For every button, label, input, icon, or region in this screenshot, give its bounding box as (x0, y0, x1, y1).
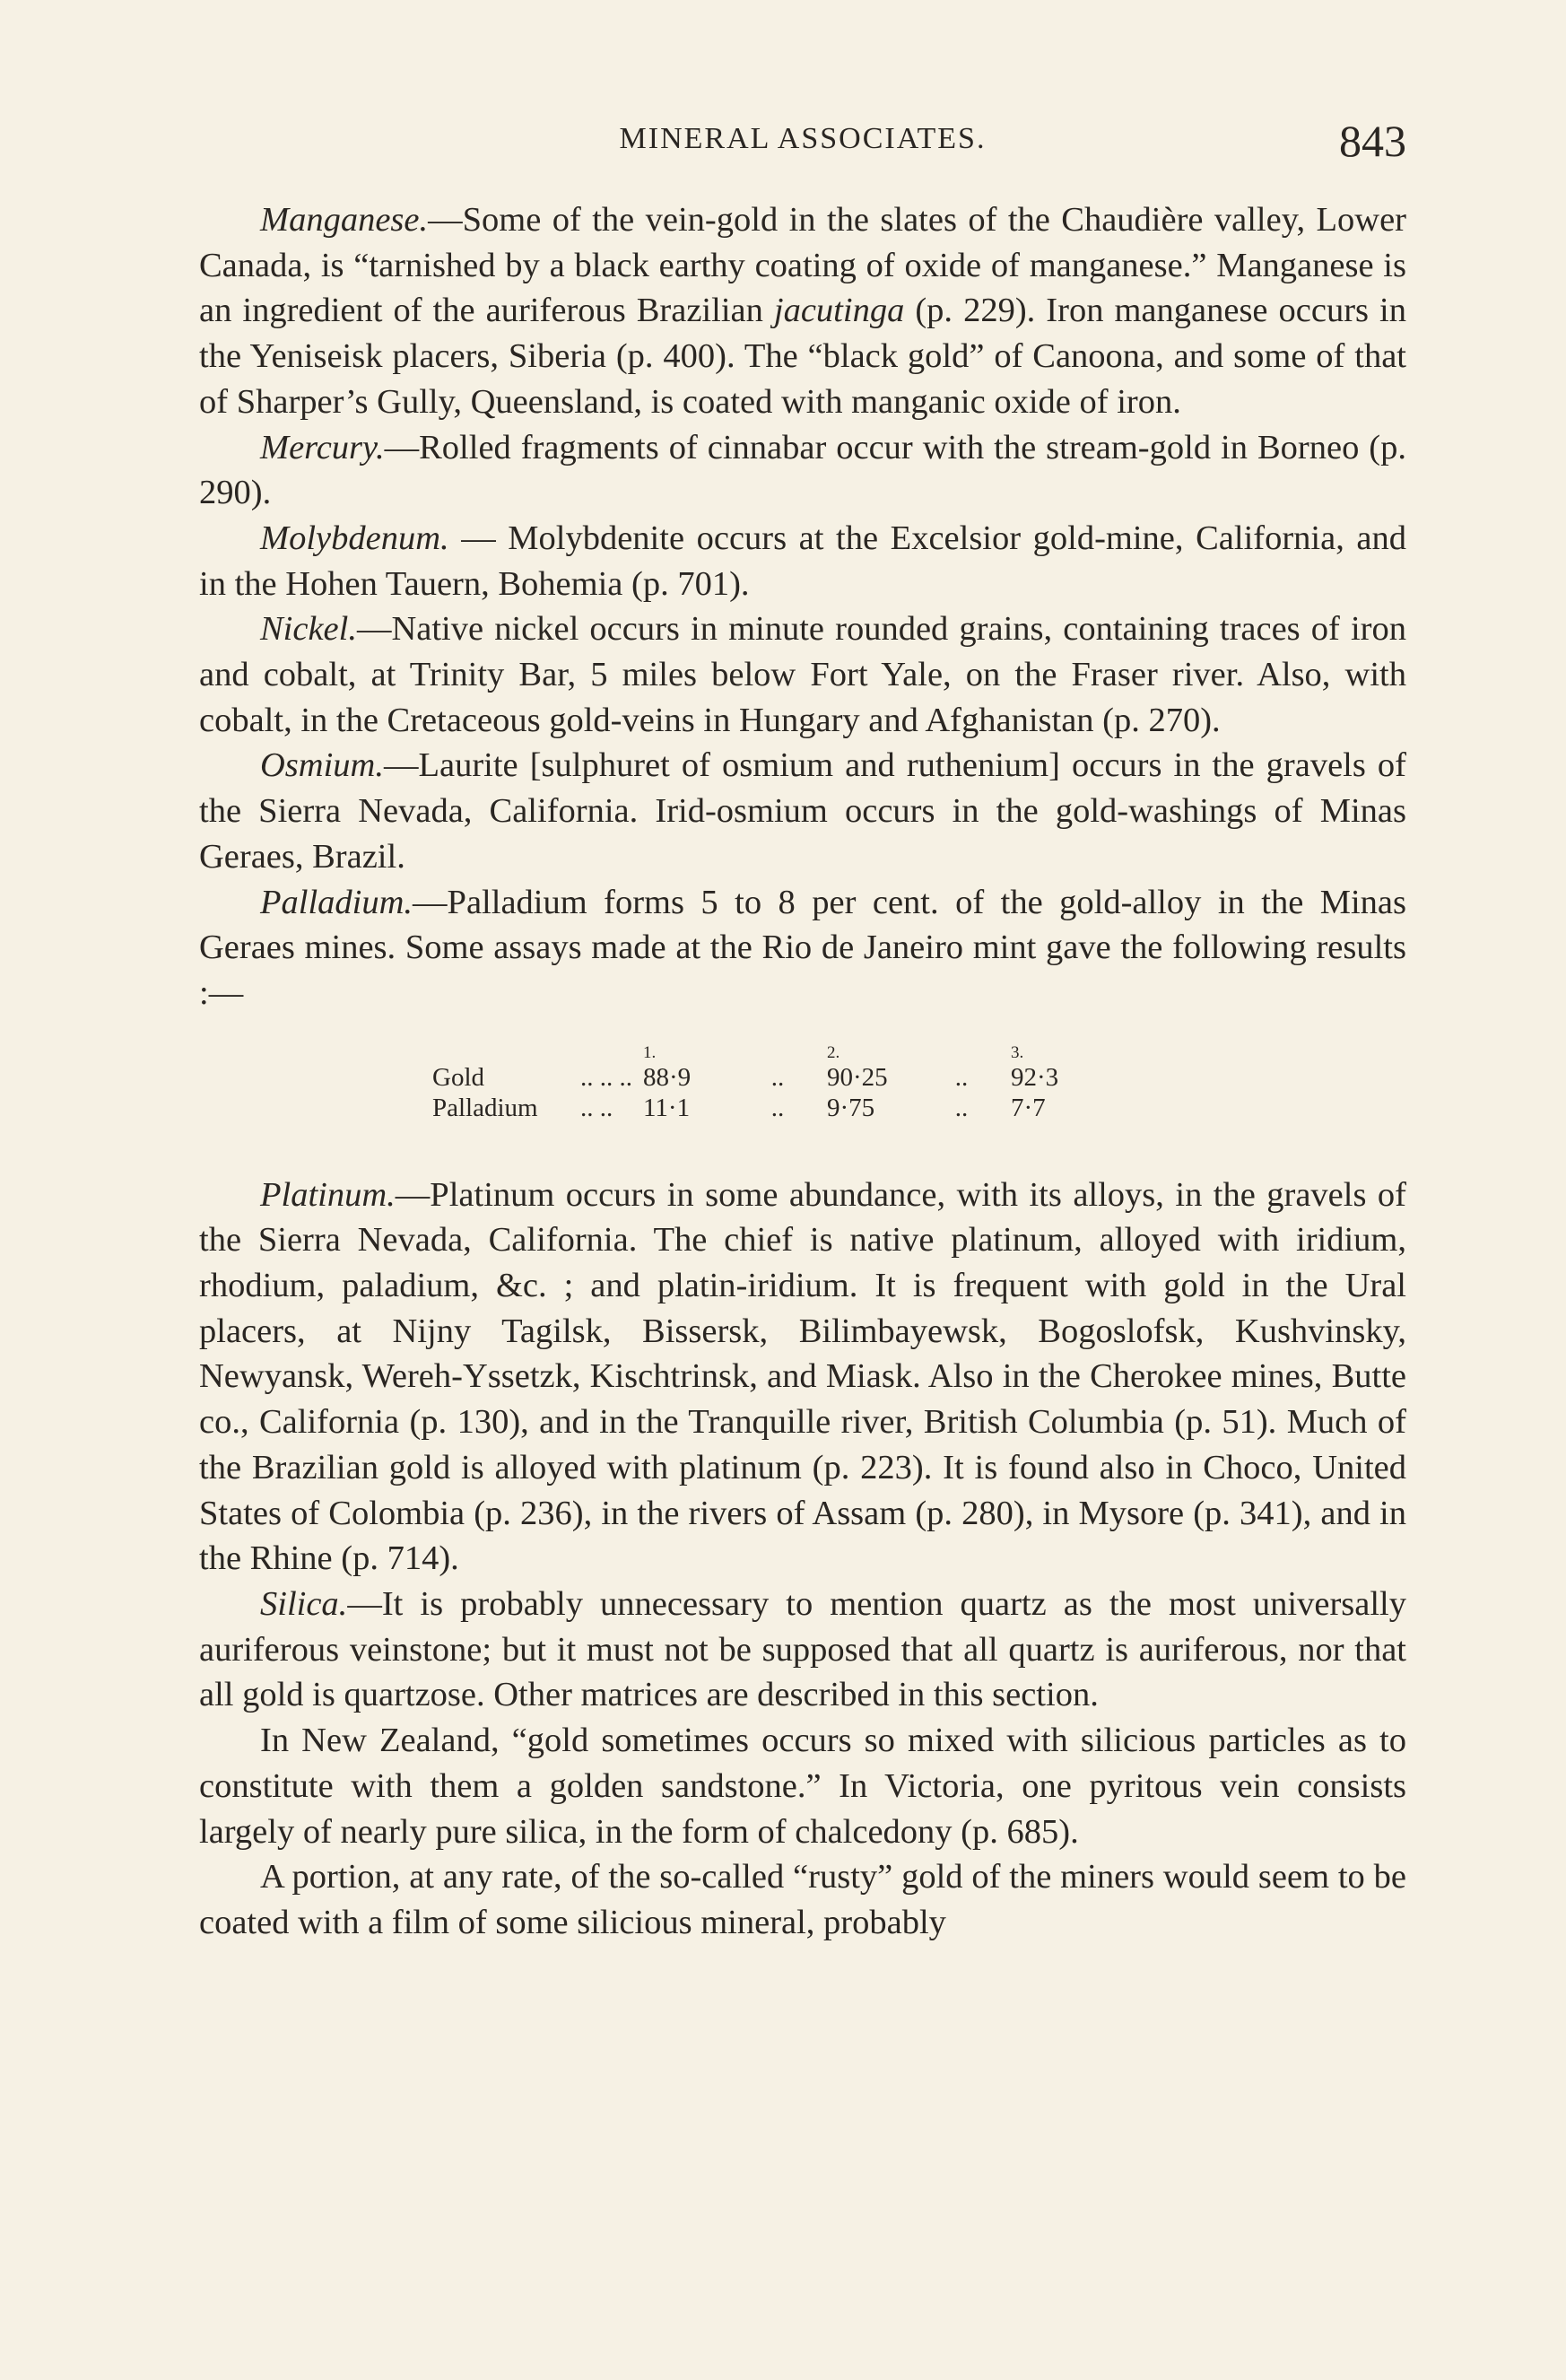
text-mercury: —Rolled fragments of cinnabar occur with the stream-gold in Borneo (p. 290). (199, 428, 1406, 512)
assay-table (432, 1036, 1096, 1124)
column-header: 3. (1011, 1042, 1024, 1062)
paragraph-nickel (199, 606, 1406, 743)
row-label: Gold (432, 1063, 484, 1093)
text-manganese: —Some of the vein-gold in the slates of the Chaudière valley, Lower Canada, is “tarnished by a black earthy coating of oxide of manganese.” Manganese is an ingredient of the auriferous Brazilian (199, 201, 1406, 330)
table-cell: 92·3 (1011, 1063, 1059, 1093)
table-cell: 11·1 (643, 1094, 691, 1123)
row-label: Palladium (432, 1094, 538, 1123)
term-osmium: Osmium. (260, 746, 384, 785)
term-mercury: Mercury. (260, 428, 385, 466)
text-molybdenum: — Molybdenite occurs at the Excelsior gold-mine, California, and in the Hohen Tauern, Bohemia (p. 701). (199, 519, 1406, 603)
table-row (432, 1094, 1096, 1124)
paragraph-silica (199, 1582, 1406, 1718)
term-platinum: Platinum. (260, 1175, 396, 1214)
leader-dots: .. (954, 1063, 969, 1093)
paragraph-manganese (199, 197, 1406, 425)
text-jacutinga: (p. 229). Iron manganese occurs in the Yeniseisk placers, Siberia (p. 400). The “black gold” of Canoona, and some of that of Sharper’s Gully, Queensland, is coated with manganic oxide of iron. (199, 292, 1406, 421)
text-palladium: —Palladium forms 5 to 8 per cent. of the gold-alloy in the Minas Geraes mines. Some assays made at the Rio de Janeiro mint gave the following results :— (199, 883, 1406, 1012)
column-header: 1. (643, 1042, 657, 1062)
term-manganese: Manganese. (260, 201, 429, 239)
leader-dots: .. (954, 1094, 969, 1123)
text-silica: —It is probably unnecessary to mention quartz as the most universally auriferous veinstone; but it must not be supposed that all quartz is auriferous, nor that all gold is quartzose. Other matrices are described in this section. (199, 1584, 1406, 1714)
assay-table-header-row (432, 1036, 1096, 1063)
term-jacutinga: jacutinga (773, 292, 905, 330)
leader-dots: .. (770, 1094, 785, 1123)
table-cell: 9·75 (827, 1094, 875, 1123)
paragraph-molybdenum (199, 516, 1406, 606)
text-rusty-gold: A portion, at any rate, of the so-called “rusty” gold of the miners would seem to be coated with a film of some silicious mineral, probably (199, 1858, 1406, 1941)
assay-table-block (199, 1036, 1406, 1151)
text-osmium: —Laurite [sulphuret of osmium and ruthenium] occurs in the gravels of the Sierra Nevada, California. Irid-osmium occurs in the gold-washings of Minas Geraes, Brazil. (199, 746, 1406, 876)
page-number: 843 (1339, 116, 1406, 166)
leader-dots: .. .. .. (580, 1063, 632, 1093)
paragraph-palladium (199, 880, 1406, 1016)
text-nickel: —Native nickel occurs in minute rounded grains, containing traces of iron and cobalt, at Trinity Bar, 5 miles below Fort Yale, on the Fraser river. Also, with cobalt, in the Cretaceous gold-veins in Hungary and Afghanistan (p. 270). (199, 610, 1406, 739)
table-cell: 7·7 (1011, 1094, 1046, 1123)
text-platinum: —Platinum occurs in some abundance, with its alloys, in the gravels of the Sierra Nevada, California. The chief is native platinum, alloyed with iridium, rhodium, paladium, &c. ; and platin-iridium. It is frequent with gold in the Ural placers, at Nijny Tagilsk, Bissersk, Bilimbayewsk, Bogoslofsk, Kushvinsky, Newyansk, Wereh-Yssetzk, Kischtrinsk, and Miask. Also in the Cherokee mines, Butte co., California (p. 130), and in the Tranquille river, British Columbia (p. 51). Much of the Brazilian gold is alloyed with platinum (p. 223). It is found also in Choco, United States of Colombia (p. 236), in the rivers of Assam (p. 280), in Mysore (p. 341), and in the Rhine (p. 714). (199, 1175, 1406, 1578)
table-row (432, 1063, 1096, 1094)
running-head: MINERAL ASSOCIATES. (619, 122, 987, 155)
leader-dots: .. (770, 1063, 785, 1093)
paragraph-osmium (199, 743, 1406, 879)
column-header: 2. (827, 1042, 840, 1062)
paragraph-platinum (199, 1173, 1406, 1582)
table-cell: 88·9 (643, 1063, 692, 1093)
term-nickel: Nickel. (260, 610, 357, 649)
body-text (199, 197, 1406, 1946)
term-palladium: Palladium. (260, 883, 413, 921)
leader-dots: .. .. (580, 1094, 613, 1123)
page-header (199, 115, 1406, 169)
term-silica: Silica. (260, 1584, 348, 1623)
paragraph-new-zealand (199, 1718, 1406, 1854)
term-molybdenum: Molybdenum. (260, 519, 449, 557)
paragraph-mercury (199, 425, 1406, 516)
paragraph-rusty-gold (199, 1854, 1406, 1945)
table-cell: 90·25 (827, 1063, 888, 1093)
text-new-zealand: In New Zealand, “gold sometimes occurs so mixed with silicious particles as to constitute with them a golden sandstone.” In Victoria, one pyritous vein consists largely of nearly pure silica, in the form of chalcedony (p. 685). (199, 1722, 1406, 1851)
